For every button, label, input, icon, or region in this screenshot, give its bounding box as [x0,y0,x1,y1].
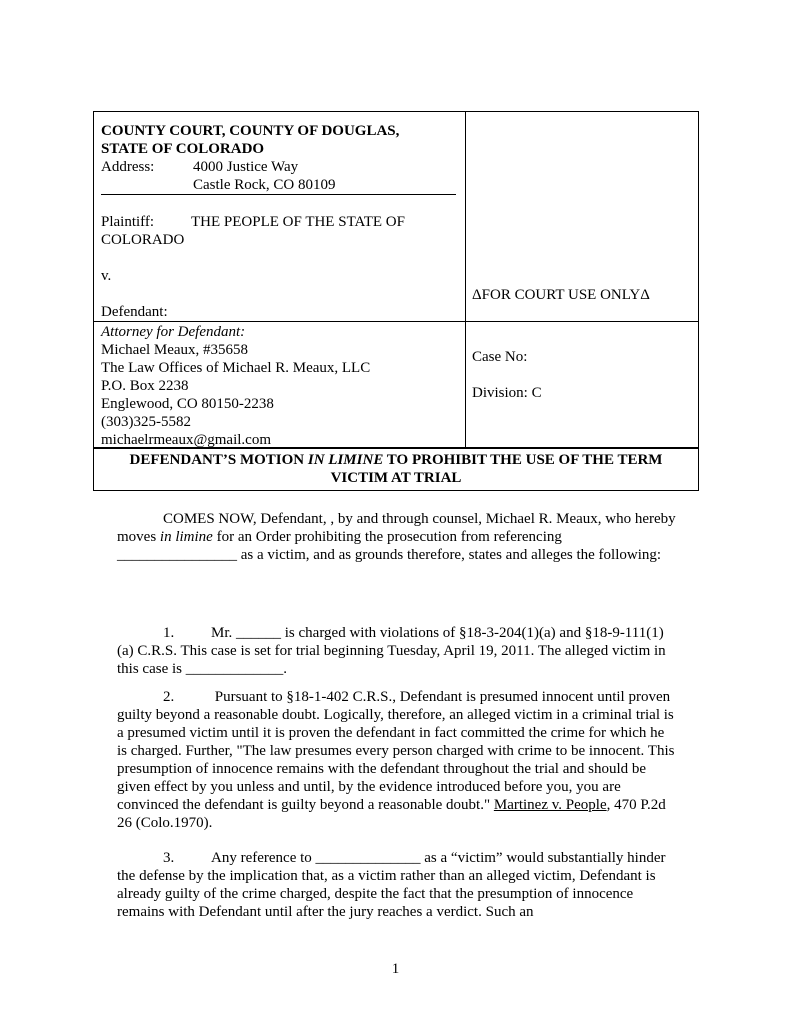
motion-title [94,451,698,487]
court-name-line1: COUNTY COURT, COUNTY OF DOUGLAS, [101,123,400,139]
address-line1: 4000 Justice Way [193,159,299,175]
title-line2: VICTIM AT TRIAL [330,470,462,486]
address-label: Address: [101,159,155,175]
attorney-email: michaelrmeaux@gmail.com [101,432,272,448]
defendant-label: Defendant: [101,304,168,320]
title-part1: DEFENDANT’S MOTION [129,452,308,468]
paragraph-1-text: Mr. ______ is charged with violations of §18-3-204(1)(a) and §18-9-111(1)(a) C.R.S. This case is set for trial beginning Tuesday, April 19, 2011. The alleged victim in this case is _____________. [117,625,666,677]
court-name-line2: STATE OF COLORADO [101,141,265,157]
attorney-city: Englewood, CO 80150-2238 [101,396,274,412]
plaintiff-name-1: THE PEOPLE OF THE STATE OF [191,214,405,230]
attorney-block [101,323,461,449]
plaintiff-label: Plaintiff: [101,214,155,230]
title-part2: TO PROHIBIT THE USE OF THE TERM [383,452,663,468]
plaintiff-row [101,213,459,231]
division: Division: C [472,385,542,401]
paragraph-3 [117,849,677,921]
case-info [472,348,542,402]
court-address [101,158,459,176]
paragraph-2 [117,688,677,832]
attorney-firm: The Law Offices of Michael R. Meaux, LLC [101,360,371,376]
caption-box [93,111,699,491]
title-italic: IN LIMINE [307,452,384,468]
intro-text-b: for an Order prohibiting the prosecution from referencing ________________ as a victim, and as grounds therefore, states and alleges the following: [117,529,662,563]
paragraph-3-number: 3. [163,850,175,866]
page-number: 1 [391,961,400,977]
attorney-po-box: P.O. Box 2238 [101,378,189,394]
attorney-heading: Attorney for Defendant: [101,324,246,340]
plaintiff-name-2: COLORADO [101,232,185,248]
versus: v. [101,268,112,284]
court-use-only: ΔFOR COURT USE ONLYΔ [472,287,650,303]
caption-vertical-divider [465,112,466,448]
attorney-name: Michael Meaux, #35658 [101,342,249,358]
paragraph-1-number: 1. [163,625,175,641]
court-block [101,122,459,321]
attorney-phone: (303)325-5582 [101,414,191,430]
intro-italic: in limine [159,529,213,545]
address-line2-row [101,176,456,195]
address-line2: Castle Rock, CO 80109 [193,177,336,193]
paragraph-2-number: 2. [163,689,175,705]
intro-paragraph [117,510,677,564]
paragraph-2-text: Pursuant to §18-1-402 C.R.S., Defendant is presumed innocent until proven guilty beyond a reasonable doubt. Logically, therefore, an alleged victim in a criminal trial is a presumed victim until it is proven the defendant in fact committed the crime for which he is charged. Further, "The law presumes every person charged with crime to be innocent. This presumption of innocence remains with the defendant throughout the trial and should be given effect by you unless and until, by the evidence introduced before you, you are convinced the defendant is guilty beyond a reasonable doubt." [117,689,675,813]
case-citation-name: Martinez v. People [493,797,607,813]
intro-text-a: COMES NOW, Defendant, , by and through counsel, Michael R. Meaux, who hereby moves [117,511,676,545]
paragraph-1 [117,624,677,678]
case-citation: , 470 P.2d 26 (Colo.1970). [117,797,666,831]
case-number-label: Case No: [472,349,528,365]
caption-divider-1 [94,321,698,322]
paragraph-3-text: Any reference to ______________ as a “victim” would substantially hinder the defense by the implication that, as a victim rather than an alleged victim, Defendant is already guilty of the crime charged, despite the fact that the presumption of innocence remains with Defendant until after the jury reaches a verdict. Such an [117,850,666,920]
